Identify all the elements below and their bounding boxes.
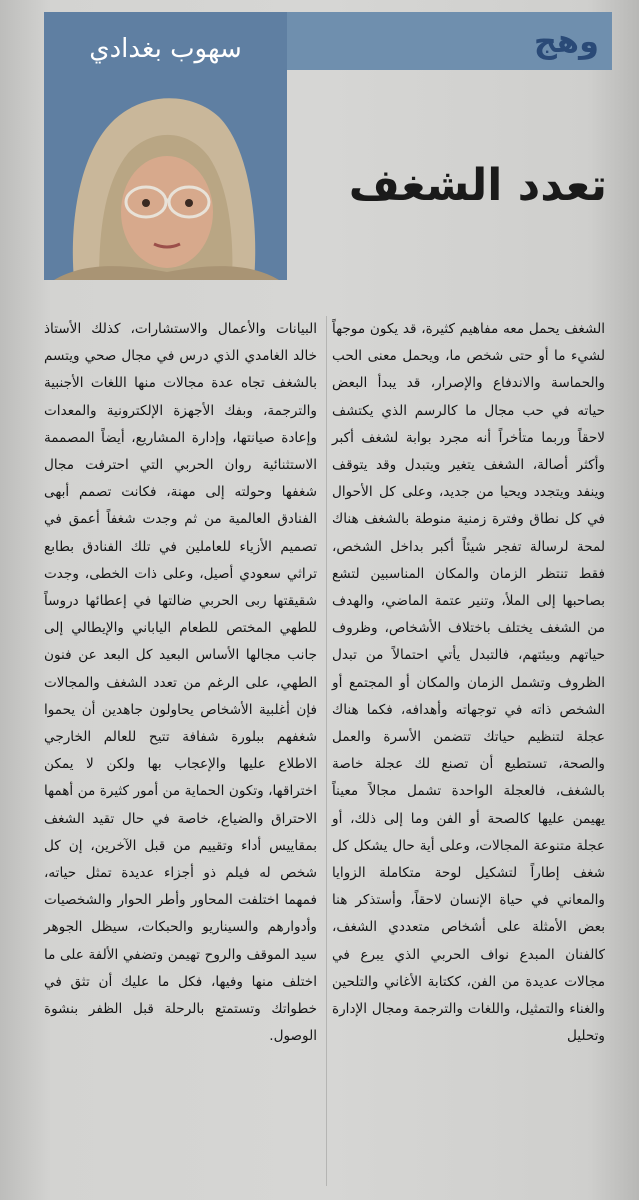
section-label: وهج xyxy=(533,22,599,60)
author-name: سهوب بغدادي xyxy=(89,34,242,64)
article-column-left: البيانات والأعمال والاستشارات، كذلك الأستاذ خالد الغامدي الذي درس في مجال صحي ويتسم بالشغف تجاه عدة مجالات منها اللغات الأجنبية والترجمة، وبفك الأجهزة الإلكترونية والمعدات وإعادة صيانتها، وإدارة المشاريع، أيضاً المصممة الاستثنائية روان الحربي التي احترفت مجال شغفها وحولته إلى مهنة، فكانت تصمم أبهى الفنادق العالمية من ثم وجدت شغفاً أعمق في تصميم الأزياء للعاملين في تلك الفنادق بطابع تراثي سعودي أصيل، وعلى ذات الخطى، وجدت شقيقتها ربى الحربي ضالتها في إعطائها دروساً للطهي المختص للطعام الياباني والإيطالي إلى جانب مجالها الأساس البعيد كل البعد عن فنون الطهي، على الرغم من تعدد الشغف والمجالات فإن أغلبية الأشخاص يحاولون جاهدين أن يحموا شغفهم ببلورة شفافة تتيح للعالم الخارجي الاطلاع عليها والإعجاب بها ولكن لا يمكن اختراقها، وتكون الحماية من أمور كثيرة من أهمها الاحتراق والضياع، خاصة في حال تقيد الشغف بمقاييس أداء وتقييم من قبل الآخرين، إن كل شخص له فيلم ذو أجزاء عديدة تمثل حياته، فمهما اختلفت المحاور وأطر الحوار والشخصيات وأدوارهم والسيناريو والحبكات، سيظل الجوهر سيد الموقف والروح تهيمن وتضفي الألفة على ما اختلف منها وفيها، فكل ما عليك أن تثق في خطواتك وتستمتع بالرحلة قبل الظفر بنشوة الوصول. xyxy=(44,321,317,1045)
author-portrait xyxy=(44,72,287,280)
article-title: تعدد الشغف xyxy=(348,160,607,211)
article-column-right: الشغف يحمل معه مفاهيم كثيرة، قد يكون موجهاً لشيء ما أو حتى شخص ما، ويحمل معنى الحب والحماسة والاندفاع والإصرار، قد يبدأ البعض حياته في حب مجال ما كالرسم الذي يكتشف لاحقاً وربما متأخراً أنه مجرد بوابة لشغف أكبر وأكثر أصالة، الشغف يتغير ويتبدل وقد يتوقف وينفد ويتجدد ويحيا من جديد، وعلى كل الأحوال في كل نطاق وفترة زمنية منوطة بالشغف هناك لمحة لرسالة تفجر شيئاً أكبر بداخل الشخص، فقط تنتظر الزمان والمكان المناسبين لتشع بصاحبها إلى الملأ، وتنير عتمة الماضي، والهدف من الشغف يختلف باختلاف الأشخاص، وظروف حياتهم وبيئتهم، فالتبدل يأتي احتمالاً من تبدل الظروف وتشمل الزمان والمكان أو المجتمع أو الشخص ذاته في توجهاته وأهدافه، فكما هناك عجلة لتنظيم حياتك تتضمن الأسرة والعمل والصحة، تستطيع أن تصنع لك عجلة خاصة بالشغف، فالعجلة الواحدة تشمل مجالاً معيناً يهيمن عليها كالصحة أو الفن وما إلى ذلك، أو عجلة متنوعة المجالات، وعلى أية حال يشكل كل شغف إطاراً لتشكيل لوحة متكاملة الزوايا والمعاني في حياة الإنسان لاحقاً، وأستذكر هنا بعض الأمثلة على أشخاص متعددي الشغف، كالفنان المبدع نواف الحربي الذي يبرع في مجالات عديدة من الفن، ككتابة الأغاني والتلحين والغناء والتمثيل، واللغات والترجمة ومجال الإدارة وتحليل xyxy=(332,321,605,1045)
column-divider xyxy=(326,316,327,1186)
author-box xyxy=(44,12,287,280)
